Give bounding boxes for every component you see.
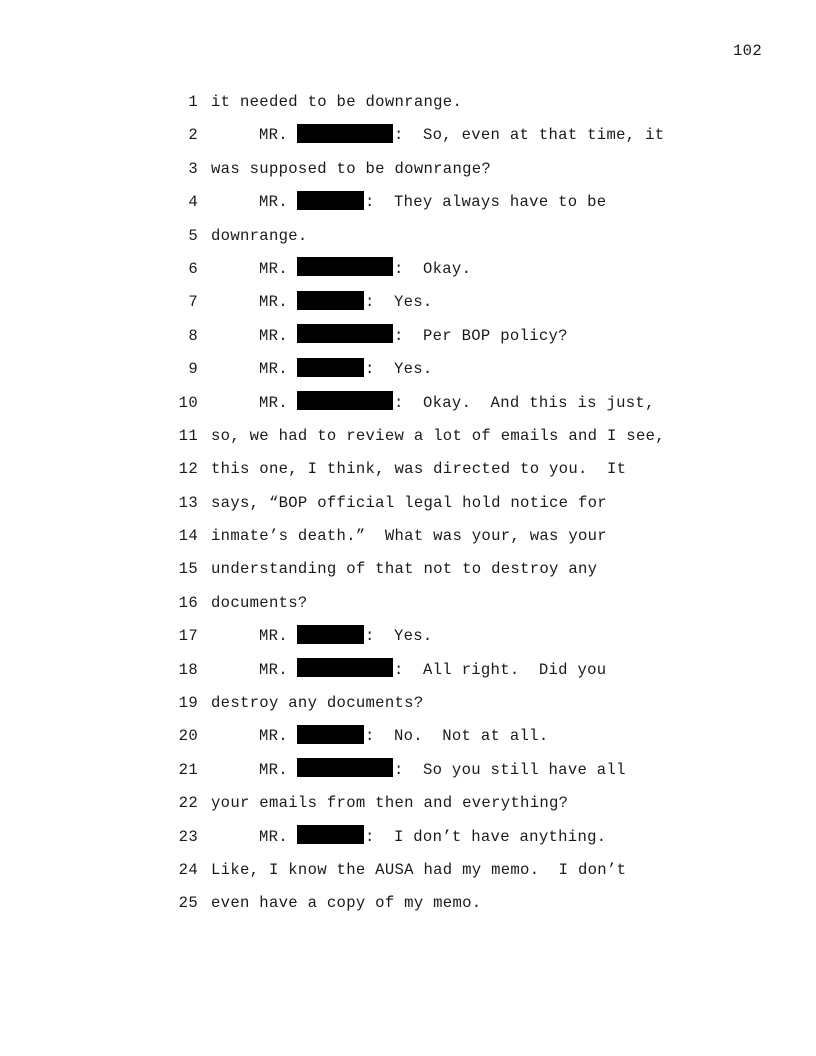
transcript-line: [0, 821, 816, 854]
transcript-line: [0, 720, 816, 753]
line-text: [259, 720, 548, 753]
line-number: 4: [188, 193, 198, 212]
line-number: 23: [178, 827, 198, 846]
speaker-statement: : Yes.: [364, 293, 433, 312]
line-number: 21: [178, 760, 198, 779]
speaker-statement: : Per BOP policy?: [393, 326, 568, 345]
transcript-line: [0, 220, 816, 253]
line-number: 2: [188, 126, 198, 145]
speaker-statement: : No. Not at all.: [364, 727, 549, 746]
line-number: 1: [188, 93, 198, 111]
line-text: was supposed to be downrange?: [211, 159, 492, 178]
transcript-line: [0, 687, 816, 720]
speaker-prefix: MR.: [259, 627, 288, 646]
line-number: 11: [178, 426, 198, 445]
line-number: 5: [188, 226, 198, 245]
transcript-body: [0, 86, 816, 921]
transcript-line: [0, 387, 816, 420]
transcript-line: [0, 487, 816, 520]
redaction-bar: [297, 124, 393, 143]
redaction-bar: [297, 257, 393, 276]
speaker-statement: : Okay.: [393, 259, 472, 278]
line-text: [259, 821, 606, 854]
line-number: 17: [178, 627, 198, 646]
speaker-statement: : I don’t have anything.: [364, 827, 607, 846]
line-text: [259, 620, 433, 653]
line-number: 16: [178, 593, 198, 612]
line-number: 9: [188, 360, 198, 379]
transcript-line: [0, 86, 816, 119]
transcript-line: [0, 787, 816, 820]
speaker-statement: : So, even at that time, it: [393, 126, 665, 145]
line-number: 3: [188, 159, 198, 178]
speaker-prefix: MR.: [259, 293, 288, 312]
speaker-prefix: MR.: [259, 326, 288, 345]
redaction-bar: [297, 191, 364, 210]
transcript-line: [0, 153, 816, 186]
line-number: 6: [188, 259, 198, 278]
line-text: understanding of that not to destroy any: [211, 560, 598, 579]
line-text: [259, 286, 433, 319]
speaker-statement: : Okay. And this is just,: [393, 393, 655, 412]
line-number: 10: [178, 393, 198, 412]
line-text: even have a copy of my memo.: [211, 894, 482, 913]
line-text: documents?: [211, 593, 308, 612]
line-text: it needed to be downrange.: [211, 93, 463, 111]
redaction-bar: [297, 625, 364, 644]
line-text: [259, 186, 606, 219]
line-number: 24: [178, 860, 198, 879]
page-number: 102: [733, 42, 762, 60]
transcript-line: [0, 453, 816, 486]
line-number: 20: [178, 727, 198, 746]
line-number: 8: [188, 326, 198, 345]
line-text: [259, 253, 471, 286]
speaker-prefix: MR.: [259, 827, 288, 846]
line-text: [259, 654, 606, 687]
transcript-line: [0, 320, 816, 353]
line-text: downrange.: [211, 226, 308, 245]
transcript-line: [0, 553, 816, 586]
transcript-line: [0, 620, 816, 653]
line-number: 22: [178, 794, 198, 813]
line-number: 13: [178, 493, 198, 512]
line-text: Like, I know the AUSA had my memo. I don’t: [211, 860, 627, 879]
line-number: 25: [178, 894, 198, 913]
transcript-line: [0, 420, 816, 453]
transcript-line: [0, 587, 816, 620]
speaker-prefix: MR.: [259, 660, 288, 679]
line-number: 19: [178, 694, 198, 713]
redaction-bar: [297, 758, 393, 777]
transcript-line: [0, 520, 816, 553]
speaker-statement: : So you still have all: [393, 760, 626, 779]
line-text: says, “BOP official legal hold notice for: [211, 493, 607, 512]
speaker-statement: : They always have to be: [364, 193, 607, 212]
transcript-line: [0, 654, 816, 687]
line-number: 14: [178, 527, 198, 546]
line-number: 12: [178, 460, 198, 479]
transcript-line: [0, 286, 816, 319]
transcript-line: [0, 887, 816, 920]
redaction-bar: [297, 725, 364, 744]
transcript-line: [0, 854, 816, 887]
speaker-statement: : Yes.: [364, 627, 433, 646]
transcript-line: [0, 186, 816, 219]
speaker-prefix: MR.: [259, 193, 288, 212]
redaction-bar: [297, 658, 393, 677]
redaction-bar: [297, 825, 364, 844]
redaction-bar: [297, 391, 393, 410]
redaction-bar: [297, 358, 364, 377]
speaker-statement: : Yes.: [364, 360, 433, 379]
redaction-bar: [297, 291, 364, 310]
transcript-line: [0, 119, 816, 152]
line-text: [259, 353, 433, 386]
line-number: 18: [178, 660, 198, 679]
line-text: inmate’s death.” What was your, was your: [211, 527, 607, 546]
redaction-bar: [297, 324, 393, 343]
transcript-line: [0, 353, 816, 386]
line-text: this one, I think, was directed to you. It: [211, 460, 627, 479]
line-text: [259, 320, 568, 353]
line-text: so, we had to review a lot of emails and I see,: [211, 426, 665, 445]
speaker-prefix: MR.: [259, 360, 288, 379]
speaker-prefix: MR.: [259, 126, 288, 145]
line-text: [259, 119, 664, 152]
transcript-line: [0, 754, 816, 787]
line-text: destroy any documents?: [211, 694, 424, 713]
speaker-prefix: MR.: [259, 760, 288, 779]
line-number: 15: [178, 560, 198, 579]
line-text: [259, 754, 626, 787]
speaker-prefix: MR.: [259, 259, 288, 278]
transcript-line: [0, 253, 816, 286]
speaker-statement: : All right. Did you: [393, 660, 607, 679]
line-text: your emails from then and everything?: [211, 794, 569, 813]
speaker-prefix: MR.: [259, 727, 288, 746]
line-number: 7: [188, 293, 198, 312]
line-text: [259, 387, 655, 420]
speaker-prefix: MR.: [259, 393, 288, 412]
